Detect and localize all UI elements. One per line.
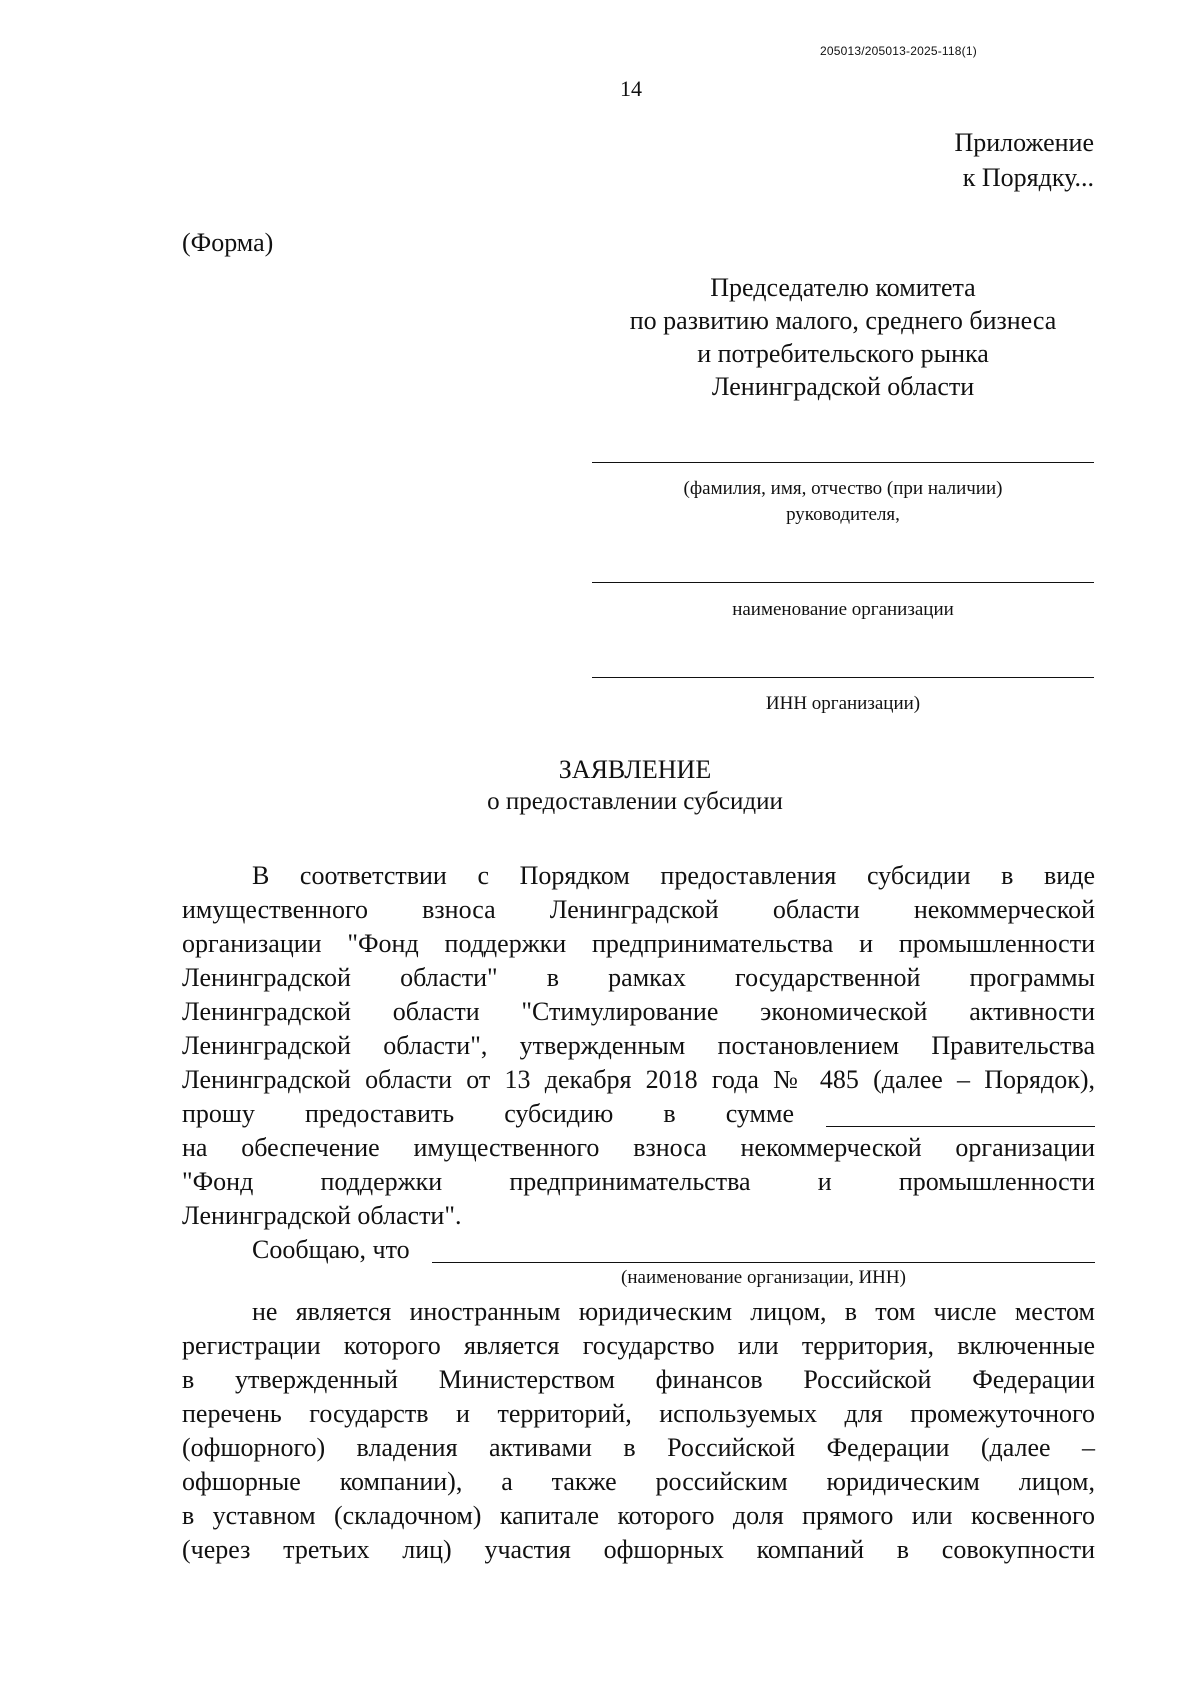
report-blank-line [432, 1262, 1095, 1263]
body-line: Ленинградской области", утвержденным постановлением Правительства [182, 1031, 1095, 1060]
inn-blank-line [592, 677, 1094, 678]
form-label: (Форма) [182, 228, 274, 257]
body-line: организации "Фонд поддержки предпринимательства и промышленности [182, 929, 1095, 958]
body-line: Ленинградской области от 13 декабря 2018 года № 485 (далее – Порядок), [182, 1065, 1095, 1094]
org-name-blank-line [592, 582, 1094, 583]
appendix-line-2: к Порядку... [962, 163, 1094, 192]
inn-caption: ИНН организации) [765, 693, 921, 714]
body-line: имущественного взноса Ленинградской области некоммерческой [182, 895, 1095, 924]
body-line: перечень государств и территорий, используемых для промежуточного [182, 1399, 1095, 1428]
body-line: В соответствии с Порядком предоставления субсидии в виде [252, 861, 1095, 890]
body-line: Ленинградской области" в рамках государственной программы [182, 963, 1095, 992]
appendix-line-1: Приложение [954, 128, 1094, 157]
amount-blank-line [826, 1126, 1095, 1127]
body-line: не является иностранным юридическим лицом, в том числе местом [252, 1297, 1095, 1326]
body-line: "Фонд поддержки предпринимательства и промышленности [182, 1167, 1095, 1196]
body-line: в утвержденный Министерством финансов Российской Федерации [182, 1365, 1095, 1394]
document-subtitle: о предоставлении субсидии [487, 788, 783, 815]
fio-caption: (фамилия, имя, отчество (при наличии) [683, 478, 1003, 499]
document-title: ЗАЯВЛЕНИЕ [558, 755, 712, 784]
body-line: (офшорного) владения активами в Российской Федерации (далее – [182, 1433, 1095, 1462]
org-name-caption: наименование организации [732, 599, 954, 620]
body-line: Ленинградской области "Стимулирование экономической активности [182, 997, 1095, 1026]
addressee-line: Ленинградской области [711, 372, 975, 401]
page-number: 14 [620, 76, 642, 101]
fio-caption-2: руководителя, [786, 504, 900, 525]
body-line: в уставном (складочном) капитале которого доля прямого или косвенного [182, 1501, 1095, 1530]
body-line: прошу предоставить субсидию в сумме [182, 1099, 794, 1128]
addressee-line: и потребительского рынка [697, 339, 989, 368]
report-prefix: Сообщаю, что [252, 1235, 410, 1264]
body-line: на обеспечение имущественного взноса некоммерческой организации [182, 1133, 1095, 1162]
body-line: регистрации которого является государство или территория, включенные [182, 1331, 1095, 1360]
body-line: Ленинградской области". [182, 1201, 462, 1230]
addressee-line: по развитию малого, среднего бизнеса [629, 306, 1057, 335]
report-caption: (наименование организации, ИНН) [621, 1267, 906, 1288]
fio-blank-line [592, 462, 1094, 463]
document-code: 205013/205013-2025-118(1) [820, 44, 977, 58]
body-line: офшорные компании), а также российским юридическим лицом, [182, 1467, 1095, 1496]
addressee-line: Председателю комитета [710, 273, 976, 302]
body-line: (через третьих лиц) участия офшорных компаний в совокупности [182, 1535, 1095, 1564]
